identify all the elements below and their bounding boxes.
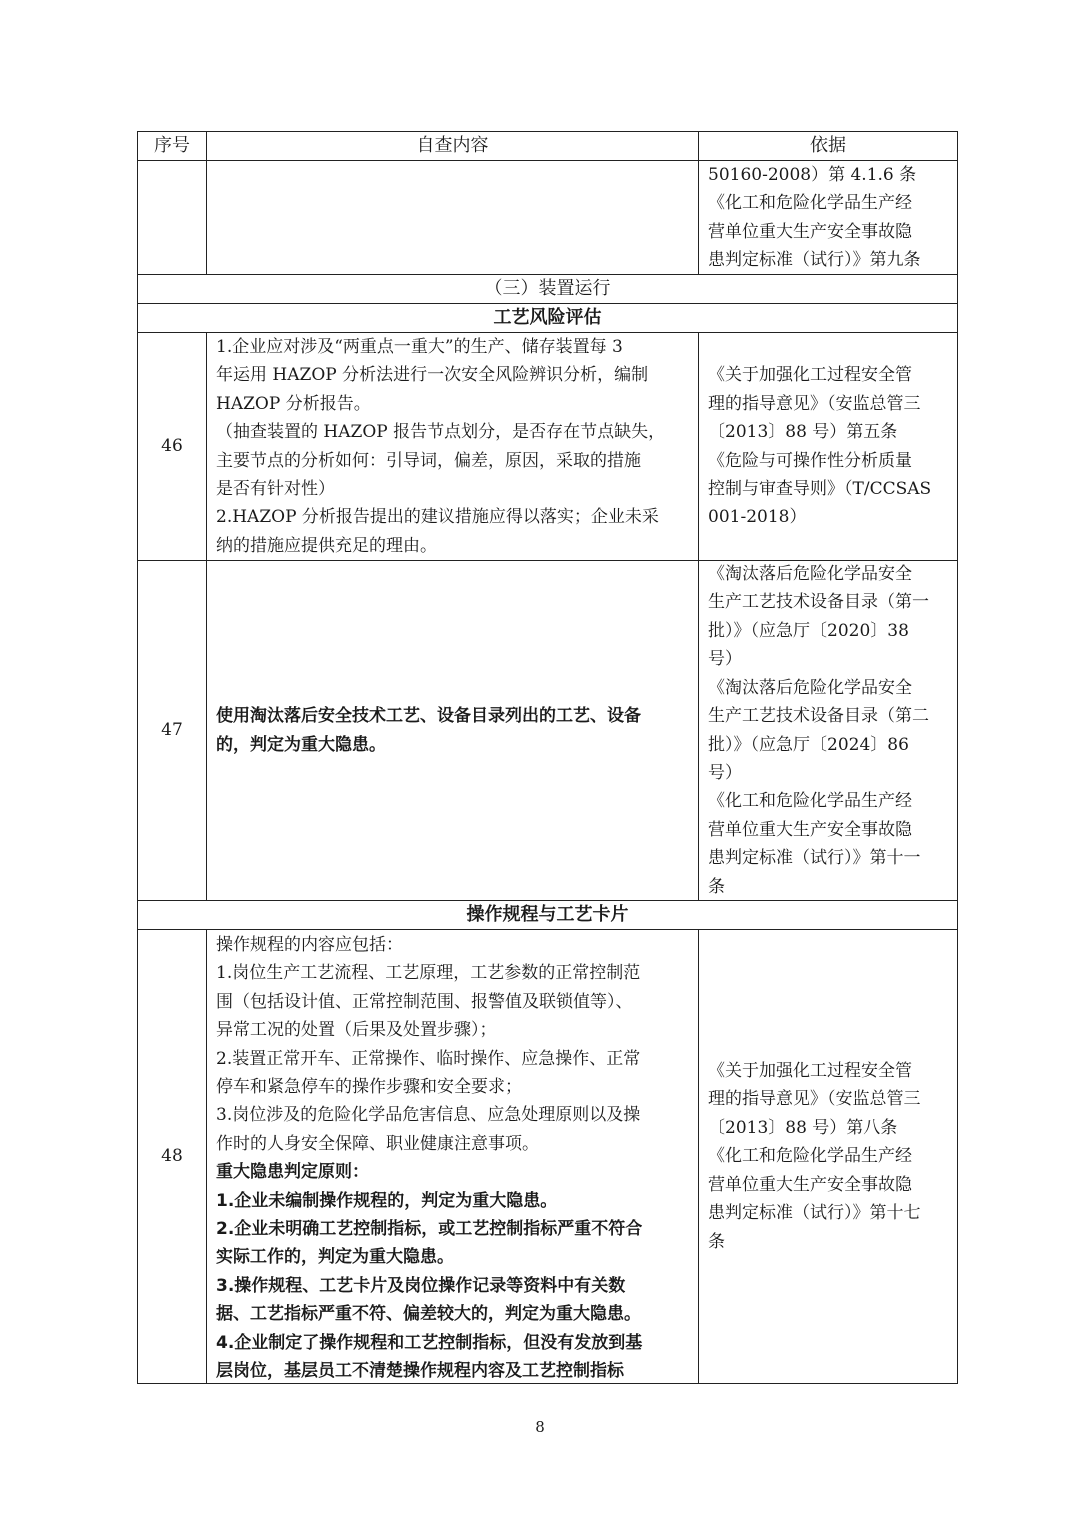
text-line: 患判定标准（试行）》第十七 — [708, 1203, 921, 1224]
row46-no: 46 — [137, 332, 207, 561]
page-number: 8 — [535, 1418, 545, 1436]
text-line: 营单位重大生产安全事故隐 — [708, 819, 912, 840]
text-line: 条 — [708, 1231, 725, 1252]
text-line: 4.企业制定了操作规程和工艺控制指标，但没有发放到基 — [216, 1332, 643, 1353]
text-line: 批）》（应急厅〔2024〕86 — [708, 734, 909, 755]
text-line: 《关于加强化工过程安全管 — [708, 1061, 912, 1082]
text-line: 理的指导意见》（安监总管三 — [708, 1089, 921, 1110]
text-line: 号） — [708, 762, 742, 783]
row47-no: 47 — [137, 560, 207, 901]
row48-content-bold — [216, 1158, 689, 1385]
text-line: 《关于加强化工过程安全管 — [708, 365, 912, 386]
text-line: 〔2013〕88 号）第五条 — [708, 422, 898, 443]
text-line: 患判定标准（试行）》第九条 — [708, 250, 921, 271]
text-line: 〔2013〕88 号）第八条 — [708, 1117, 898, 1138]
text-line: 001-2018） — [708, 507, 807, 528]
text-line: 异常工况的处置（后果及处置步骤）； — [216, 1020, 497, 1041]
text-line: 使用淘汰落后安全技术工艺、设备目录列出的工艺、设备 — [216, 706, 641, 727]
text-line: 《化工和危险化学品生产经 — [708, 791, 912, 812]
row46-content — [206, 332, 699, 561]
text-line: 生产工艺技术设备目录（第一 — [708, 592, 929, 613]
row48-basis — [698, 929, 958, 1384]
text-line: 营单位重大生产安全事故隐 — [708, 1174, 912, 1195]
text-line: 《危险与可操作性分析质量 — [708, 450, 912, 471]
text-line: 1.企业应对涉及“两重点一重大”的生产、储存装置每 3 — [216, 336, 623, 357]
text-line: 《化工和危险化学品生产经 — [708, 1146, 912, 1167]
row46-basis — [698, 332, 958, 561]
text-line: 2.装置正常开车、正常操作、临时操作、应急操作、正常 — [216, 1048, 641, 1069]
subsection-heading: 工艺风险评估 — [137, 303, 958, 333]
text-line: 3.操作规程、工艺卡片及岗位操作记录等资料中有关数 — [216, 1275, 626, 1296]
text-line: 作时的人身安全保障、职业健康注意事项。 — [216, 1133, 539, 1154]
text-line: 《淘汰落后危险化学品安全 — [708, 564, 912, 585]
text-line: 纳的措施应提供充足的理由。 — [216, 535, 437, 556]
text-line: HAZOP 分析报告。 — [216, 393, 371, 414]
row45-no — [137, 160, 207, 275]
text-line: 控制与审查导则》（T/CCSAS — [708, 478, 932, 499]
section-heading: （三）装置运行 — [137, 274, 958, 304]
text-line: 的，判定为重大隐患。 — [216, 734, 386, 755]
text-line: 50160-2008）第 4.1.6 条 — [708, 165, 917, 185]
text-line: 层岗位，基层员工不清楚操作规程内容及工艺控制指标 — [216, 1361, 624, 1382]
text-line: 3.岗位涉及的危险化学品危害信息、应急处理原则以及操 — [216, 1105, 641, 1126]
row47-content — [206, 560, 699, 901]
text-line: 围（包括设计值、正常控制范围、报警值及联锁值等）、 — [216, 991, 633, 1012]
text-line: 操作规程的内容应包括： — [216, 935, 403, 955]
header-no: 序号 — [137, 131, 207, 161]
text-line: 《淘汰落后危险化学品安全 — [708, 677, 912, 698]
text-line: 停车和紧急停车的操作步骤和安全要求； — [216, 1077, 522, 1098]
text-line: 据、工艺指标严重不符、偏差较大的，判定为重大隐患。 — [216, 1304, 641, 1325]
row47-basis — [698, 560, 958, 901]
row48-content-normal — [216, 931, 689, 1158]
text-line: 患判定标准（试行）》第十一 — [708, 848, 921, 869]
text-line: 2.企业未明确工艺控制指标，或工艺控制指标严重不符合 — [216, 1219, 643, 1240]
row48-content — [206, 929, 699, 1384]
text-line: 是否有针对性） — [216, 478, 335, 499]
text-line: 《化工和危险化学品生产经 — [708, 193, 912, 214]
text-line: 1.企业未编制操作规程的，判定为重大隐患。 — [216, 1190, 558, 1211]
row45-basis — [698, 160, 958, 275]
text-line: 批）》（应急厅〔2020〕38 — [708, 620, 909, 641]
text-line: 理的指导意见》（安监总管三 — [708, 393, 921, 414]
text-line: 实际工作的，判定为重大隐患。 — [216, 1247, 454, 1268]
text-line: （抽查装置的 HAZOP 报告节点划分，是否存在节点缺失， — [216, 422, 666, 443]
text-line: 营单位重大生产安全事故隐 — [708, 221, 912, 242]
row45-content — [206, 160, 699, 275]
text-line: 号） — [708, 649, 742, 670]
text-line: 生产工艺技术设备目录（第二 — [708, 706, 929, 727]
text-line: 条 — [708, 876, 725, 897]
text-line: 年运用 HAZOP 分析法进行一次安全风险辨识分析，编制 — [216, 365, 649, 386]
header-content: 自查内容 — [206, 131, 699, 161]
header-basis: 依据 — [698, 131, 958, 161]
text-line: 重大隐患判定原则： — [216, 1162, 369, 1183]
text-line: 2.HAZOP 分析报告提出的建议措施应得以落实；企业未采 — [216, 507, 659, 528]
text-line: 1.岗位生产工艺流程、工艺原理，工艺参数的正常控制范 — [216, 963, 641, 984]
subsection-heading: 操作规程与工艺卡片 — [137, 900, 958, 930]
row48-no: 48 — [137, 929, 207, 1384]
text-line: 主要节点的分析如何：引导词，偏差，原因，采取的措施 — [216, 450, 641, 471]
